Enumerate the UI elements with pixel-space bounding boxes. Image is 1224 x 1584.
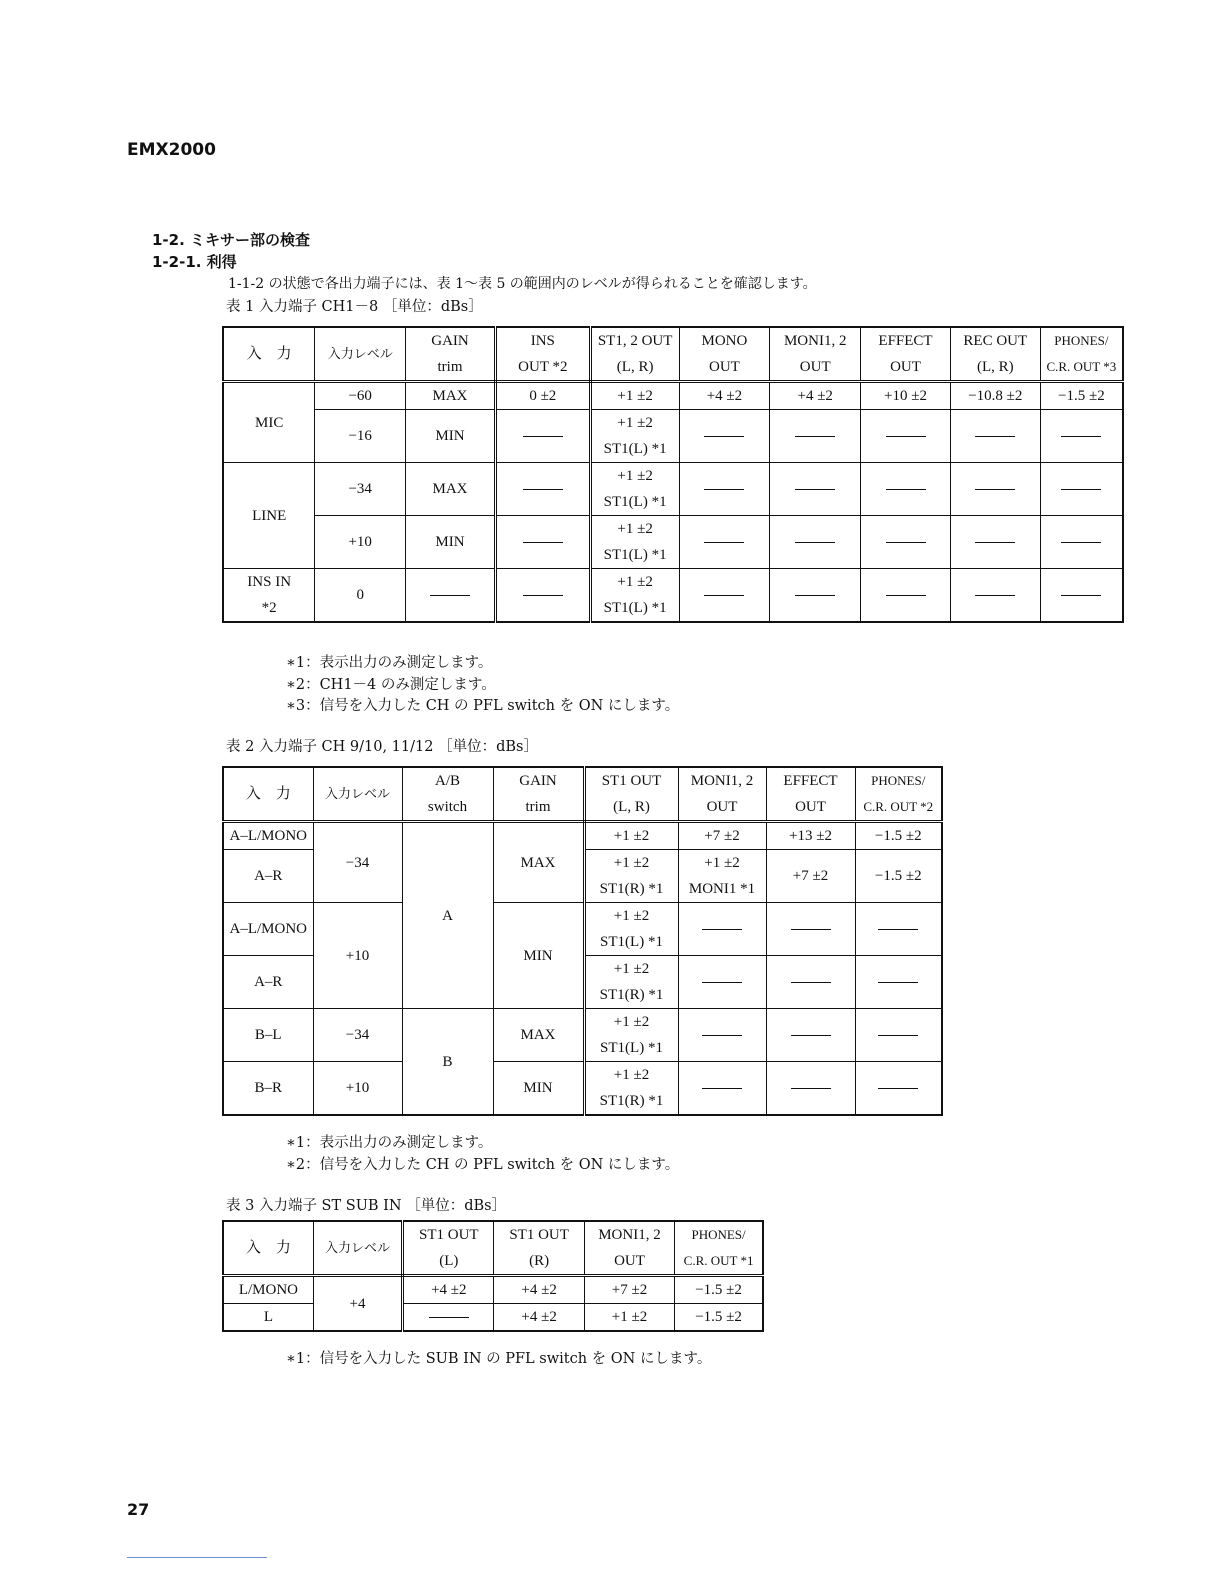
header-ins: INS OUT *2 bbox=[495, 327, 590, 382]
cell: +1 ±2 ST1(L) *1 bbox=[590, 410, 679, 463]
footer-rule bbox=[127, 1557, 267, 1558]
cell: +1 ±2 ST1(L) *1 bbox=[590, 463, 679, 516]
dash-cell bbox=[770, 463, 861, 516]
dash-cell bbox=[495, 569, 590, 623]
cell: +1 ±2 ST1(R) *1 bbox=[584, 956, 678, 1009]
table3 bbox=[222, 1220, 764, 1332]
dash-cell bbox=[766, 903, 855, 956]
dash-cell bbox=[495, 463, 590, 516]
cell: −1.5 ±2 bbox=[1040, 382, 1123, 410]
cell: +7 ±2 bbox=[584, 1276, 674, 1304]
table-row bbox=[223, 410, 1123, 463]
cell: −1.5 ±2 bbox=[855, 850, 942, 903]
header-phones: PHONES/ C.R. OUT *2 bbox=[855, 767, 942, 822]
cell: A–R bbox=[223, 956, 313, 1009]
input-mic: MIC bbox=[223, 382, 315, 463]
dash-cell bbox=[950, 463, 1040, 516]
table1-caption: 表 1 入力端子 CH1－8 ［単位：dBs］ bbox=[226, 299, 483, 315]
dash-cell bbox=[678, 1062, 766, 1116]
cell: −16 bbox=[315, 410, 406, 463]
cell: +1 ±2 bbox=[590, 382, 679, 410]
cell: −1.5 ±2 bbox=[675, 1276, 763, 1304]
dash-cell bbox=[1040, 569, 1123, 623]
dash-cell bbox=[679, 569, 770, 623]
page-number: 27 bbox=[127, 1500, 150, 1519]
cell: +1 ±2 ST1(L) *1 bbox=[590, 569, 679, 623]
header-gain: GAIN trim bbox=[493, 767, 584, 822]
dash-cell bbox=[770, 569, 861, 623]
cell: +4 ±2 bbox=[770, 382, 861, 410]
dash-cell bbox=[861, 516, 951, 569]
dash-cell bbox=[770, 410, 861, 463]
table-header-row bbox=[223, 1221, 763, 1276]
cell: +1 ±2 ST1(L) *1 bbox=[590, 516, 679, 569]
cell: +1 ±2 bbox=[584, 822, 678, 850]
header-moni: MONI1, 2 OUT bbox=[770, 327, 861, 382]
table-row bbox=[223, 382, 1123, 410]
table1 bbox=[222, 326, 1124, 623]
header-phones: PHONES/ C.R. OUT *1 bbox=[675, 1221, 763, 1276]
table3-caption: 表 3 入力端子 ST SUB IN ［単位：dBs］ bbox=[226, 1198, 507, 1214]
cell: +1 ±2 MONI1 *1 bbox=[678, 850, 766, 903]
header-input: 入 力 bbox=[223, 767, 313, 822]
cell: L/MONO bbox=[223, 1276, 313, 1304]
dash-cell bbox=[855, 903, 942, 956]
table1-note-1: ∗1：表示出力のみ測定します。 bbox=[286, 655, 493, 671]
cell: −1.5 ±2 bbox=[675, 1304, 763, 1332]
cell: B–L bbox=[223, 1009, 313, 1062]
dash-cell bbox=[403, 1304, 494, 1332]
header-st: ST1, 2 OUT (L, R) bbox=[590, 327, 679, 382]
cell: +10 bbox=[315, 516, 406, 569]
table2-note-2: ∗2：信号を入力した CH の PFL switch を ON にします。 bbox=[286, 1157, 680, 1173]
cell: +1 ±2 ST1(R) *1 bbox=[584, 850, 678, 903]
input-line: LINE bbox=[223, 463, 315, 569]
cell: +4 ±2 bbox=[679, 382, 770, 410]
header-moni: MONI1, 2 OUT bbox=[678, 767, 766, 822]
cell: +4 ±2 bbox=[494, 1304, 584, 1332]
cell: A–L/MONO bbox=[223, 822, 313, 850]
cell: MAX bbox=[493, 822, 584, 903]
dash-cell bbox=[1040, 516, 1123, 569]
header-st-r: ST1 OUT (R) bbox=[494, 1221, 584, 1276]
header-rec: REC OUT (L, R) bbox=[950, 327, 1040, 382]
dash-cell bbox=[766, 956, 855, 1009]
header-input: 入 力 bbox=[223, 1221, 313, 1276]
dash-cell bbox=[678, 956, 766, 1009]
cell: B bbox=[402, 1009, 493, 1116]
cell: +13 ±2 bbox=[766, 822, 855, 850]
header-gain: GAIN trim bbox=[406, 327, 496, 382]
cell: +1 ±2 bbox=[584, 1304, 674, 1332]
cell: B–R bbox=[223, 1062, 313, 1116]
cell: 0 bbox=[315, 569, 406, 623]
dash-cell bbox=[406, 569, 496, 623]
cell: MAX bbox=[406, 463, 496, 516]
cell: MIN bbox=[493, 1062, 584, 1116]
table2 bbox=[222, 766, 943, 1116]
cell: +7 ±2 bbox=[678, 822, 766, 850]
table-header-row bbox=[223, 327, 1123, 382]
table2-note-1: ∗1：表示出力のみ測定します。 bbox=[286, 1135, 493, 1151]
dash-cell bbox=[1040, 463, 1123, 516]
header-ab: A/B switch bbox=[402, 767, 493, 822]
table-row bbox=[223, 1062, 942, 1116]
header-st-l: ST1 OUT (L) bbox=[403, 1221, 494, 1276]
table-row bbox=[223, 463, 1123, 516]
header-effect: EFFECT OUT bbox=[861, 327, 951, 382]
cell: −34 bbox=[313, 822, 402, 903]
header-mono: MONO OUT bbox=[679, 327, 770, 382]
table1-note-2: ∗2：CH1－4 のみ測定します。 bbox=[286, 677, 496, 693]
cell: +1 ±2 ST1(L) *1 bbox=[584, 1009, 678, 1062]
cell: A–R bbox=[223, 850, 313, 903]
dash-cell bbox=[861, 569, 951, 623]
dash-cell bbox=[679, 516, 770, 569]
dash-cell bbox=[678, 1009, 766, 1062]
cell: MIN bbox=[406, 516, 496, 569]
intro-text: 1-1-2 の状態で各出力端子には、表 1～表 5 の範囲内のレベルが得られることを確認します。 bbox=[228, 276, 817, 292]
table-row bbox=[223, 1009, 942, 1062]
dash-cell bbox=[679, 410, 770, 463]
cell: +10 bbox=[313, 903, 402, 1009]
input-insin: INS IN *2 bbox=[223, 569, 315, 623]
header-effect: EFFECT OUT bbox=[766, 767, 855, 822]
cell: +4 bbox=[313, 1276, 402, 1332]
cell: MIN bbox=[406, 410, 496, 463]
cell: A bbox=[402, 822, 493, 1009]
dash-cell bbox=[766, 1062, 855, 1116]
table-row bbox=[223, 569, 1123, 623]
table1-note-3: ∗3：信号を入力した CH の PFL switch を ON にします。 bbox=[286, 698, 680, 714]
cell: +4 ±2 bbox=[494, 1276, 584, 1304]
header-phones: PHONES/ C.R. OUT *3 bbox=[1040, 327, 1123, 382]
cell: +4 ±2 bbox=[403, 1276, 494, 1304]
cell: +1 ±2 ST1(R) *1 bbox=[584, 1062, 678, 1116]
table-header-row bbox=[223, 767, 942, 822]
table-row bbox=[223, 903, 942, 956]
cell: MIN bbox=[493, 903, 584, 1009]
cell: +1 ±2 ST1(L) *1 bbox=[584, 903, 678, 956]
header-moni: MONI1, 2 OUT bbox=[584, 1221, 674, 1276]
cell: −1.5 ±2 bbox=[855, 822, 942, 850]
table-row bbox=[223, 1276, 763, 1304]
dash-cell bbox=[495, 516, 590, 569]
table2-caption: 表 2 入力端子 CH 9/10, 11/12 ［単位：dBs］ bbox=[226, 739, 538, 755]
table-row bbox=[223, 1304, 763, 1332]
dash-cell bbox=[678, 903, 766, 956]
cell: 0 ±2 bbox=[495, 382, 590, 410]
dash-cell bbox=[766, 1009, 855, 1062]
dash-cell bbox=[855, 1009, 942, 1062]
dash-cell bbox=[679, 463, 770, 516]
cell: MAX bbox=[406, 382, 496, 410]
dash-cell bbox=[861, 410, 951, 463]
header-input: 入 力 bbox=[223, 327, 315, 382]
cell: MAX bbox=[493, 1009, 584, 1062]
header-level: 入力レベル bbox=[315, 327, 406, 382]
header-st: ST1 OUT (L, R) bbox=[584, 767, 678, 822]
table-row bbox=[223, 822, 942, 850]
table-row bbox=[223, 516, 1123, 569]
dash-cell bbox=[950, 516, 1040, 569]
cell: −34 bbox=[313, 1009, 402, 1062]
cell: −34 bbox=[315, 463, 406, 516]
cell: −60 bbox=[315, 382, 406, 410]
cell: −10.8 ±2 bbox=[950, 382, 1040, 410]
cell: L bbox=[223, 1304, 313, 1332]
dash-cell bbox=[861, 463, 951, 516]
cell: A–L/MONO bbox=[223, 903, 313, 956]
table3-note-1: ∗1：信号を入力した SUB IN の PFL switch を ON にします。 bbox=[286, 1351, 712, 1367]
dash-cell bbox=[855, 956, 942, 1009]
cell: +10 bbox=[313, 1062, 402, 1116]
header-level: 入力レベル bbox=[313, 767, 402, 822]
dash-cell bbox=[770, 516, 861, 569]
dash-cell bbox=[855, 1062, 942, 1116]
dash-cell bbox=[950, 410, 1040, 463]
section-heading: 1-2. ミキサー部の検査 bbox=[152, 231, 311, 249]
model-name: EMX2000 bbox=[127, 140, 216, 160]
dash-cell bbox=[1040, 410, 1123, 463]
cell: +10 ±2 bbox=[861, 382, 951, 410]
subsection-heading: 1-2-1. 利得 bbox=[152, 253, 237, 271]
dash-cell bbox=[950, 569, 1040, 623]
dash-cell bbox=[495, 410, 590, 463]
header-level: 入力レベル bbox=[313, 1221, 402, 1276]
cell: +7 ±2 bbox=[766, 850, 855, 903]
